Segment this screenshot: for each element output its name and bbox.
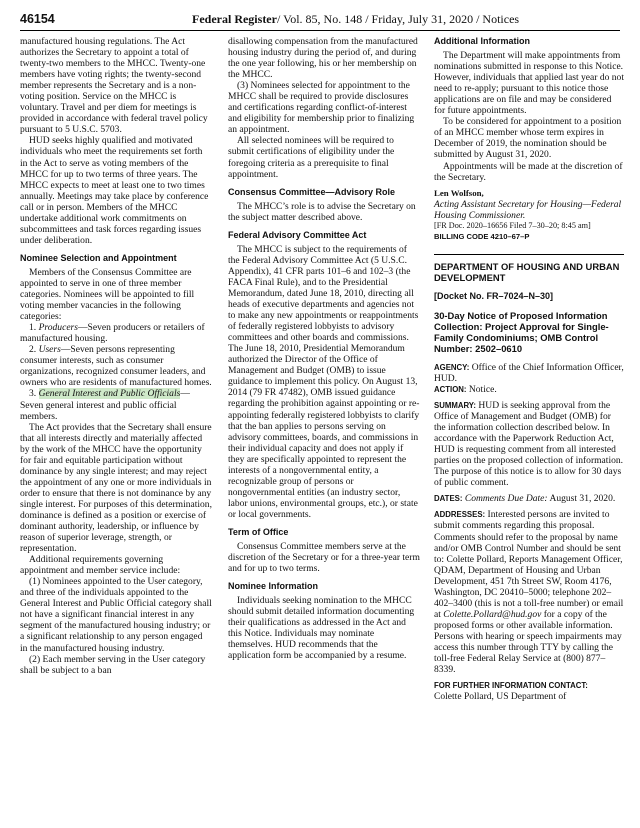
- paragraph: (2) Each member serving in the User category shall be subject to a ban: [20, 653, 206, 676]
- summary: SUMMARY: HUD is seeking approval from the Office of Management and Budget (OMB) for the information collection described below. In accordance with the Paperwork Reduction Act, HUD is requesting comment from all interested parties on the proposed collection of information. The purpose of this notice is to allow for 30 days of public comment.: [434, 399, 624, 489]
- issue-info: / Vol. 85, No. 148 / Friday, July 31, 2020 / Notices: [276, 12, 520, 26]
- page-number: 46154: [20, 12, 55, 26]
- section-heading: Additional Information: [434, 36, 530, 46]
- column-2: [228, 36, 420, 661]
- docket-number: [Docket No. FR–7024–N–30]: [434, 290, 554, 301]
- billing-code: BILLING CODE 4210–67–P: [434, 231, 530, 241]
- list-item: 1. Producers—Seven producers or retailers of manufactured housing.: [20, 322, 205, 345]
- section-heading: Consensus Committee—Advisory Role: [228, 186, 396, 197]
- paragraph: HUD seeks highly qualified and motivated individuals who meet the requirements set forth in the Act to serve as voting members of the MHCC for up to two terms of three years. The MHCC expects to meet at least one to two times annually. Meetings may take place by conference call or in person. Members of the MHCC undertake additional work commitments on subcommittees and task forces regarding issues under deliberation.: [20, 135, 209, 246]
- publication-name: Federal Register: [192, 12, 277, 26]
- agency: AGENCY: Office of the Chief Information Officer, HUD.: [434, 361, 624, 384]
- paragraph: To be considered for appointment to a position of an MHCC member whose term expires in December of 2019, the nomination should be submitted by August 31, 2020.: [434, 116, 622, 161]
- fr-doc: [FR Doc. 2020–16656 Filed 7–30–20; 8:45 am]: [434, 220, 591, 230]
- list-item: 2. Users—Seven persons representing consumer interests, such as consumer organizations, recognized consumer leaders, and owners who are residents of manufactured homes.: [20, 344, 212, 389]
- section-heading: Nominee Selection and Appointment: [20, 252, 177, 263]
- paragraph: The Act provides that the Secretary shall ensure that all interests directly and materially affected by the work of the MHCC have the opportunity for fair and equitable participation without dominance by any single interest; and may reject the appointment of any one or more individuals in order to ensure that there is not dominance by any single interest. For purposes of this determination, dominance is defined as a position or exercise of dominant authority, leadership, or influence by reason of superior leverage, strength, or representation.: [20, 421, 212, 555]
- section-heading: Federal Advisory Committee Act: [228, 229, 367, 240]
- section-heading: Nominee Information: [228, 581, 319, 592]
- further-info: FOR FURTHER INFORMATION CONTACT: Colette Pollard, US Department of: [434, 681, 588, 703]
- paragraph: (1) Nominees appointed to the User category, and three of the individuals appointed to the General Interest and Public Official category shall not have a significant financial interest in any segment of the manufactured housing industry; or a significant relationship to any person engaged in the manufactured housing industry.: [20, 576, 212, 654]
- department-name: DEPARTMENT OF HOUSING AND URBAN DEVELOPMENT: [434, 254, 624, 283]
- column-1: [20, 36, 212, 676]
- publication-line: [192, 12, 519, 27]
- dates: DATES: Comments Due Date: August 31, 2020.: [434, 493, 616, 505]
- paragraph: disallowing compensation from the manufactured housing industry during the period of, and during the one year following, his or her membership on the MHCC.: [228, 36, 418, 81]
- list-item: 3. General Interest and Public Officials—Seven general interest and public official members.: [20, 388, 190, 422]
- action: ACTION: Notice.: [434, 383, 497, 395]
- notice-title: 30-Day Notice of Proposed Information Collection: Project Approval for Single-Family Condominiums; OMB Control Number: 2502–0610: [434, 309, 609, 354]
- section-heading: Term of Office: [228, 526, 289, 537]
- addresses: ADDRESSES: Interested persons are invited to submit comments regarding this proposal. Comments should refer to the proposal by name and/or OMB Control Number and should be sent to: Colette Pollard, Reports Management Officer, QDAM, Department of Housing and Urban Development, 451 7th Street SW, Room 4176, Washington, DC 20410–5000; telephone 202–402–3400 (this is not a toll-free number) or email at Colette.Pollard@hud.gov for a copy of the proposed forms or other available information. Persons with hearing or speech impairments may access this number through TTY by calling the toll-free Federal Relay Service at (800) 877–8339.: [434, 509, 624, 676]
- paragraph: (3) Nominees selected for appointment to the MHCC shall be required to provide disclosures and certifications regarding conflict-of-interest and eligibility for membership prior to finalizing an appointment.: [228, 80, 415, 136]
- signer-name: Len Wolfson,: [434, 187, 484, 198]
- paragraph: All selected nominees will be required to submit certifications of eligibility under the foregoing criteria as a prerequisite to final appointment.: [228, 135, 395, 180]
- signer-title: Acting Assistant Secretary for Housing—Federal Housing Commissioner.: [434, 198, 622, 221]
- paragraph: Consensus Committee members serve at the discretion of the Secretary or for a three-year term and for up to two terms.: [228, 541, 420, 575]
- page-header: [20, 12, 620, 31]
- paragraph: The MHCC is subject to the requirements of the Federal Advisory Committee Act (5 U.S.C. Appendix), 41 CFR parts 101–6 and 102–3 (the FACA Final Rule), and to the Presidential Memorandum, dated June 18, 2010, directing all heads of executive departments and agencies not to make any new appointments or reappointments of federally registered lobbyists to advisory committees and other boards and commissions. The June 18, 2010, Presidential Memorandum authorized the Director of the Office of Management and Budget (OMB) to issue guidance to implement this policy. On August 13, 2014 (79 FR 47482), OMB issued guidance regarding the prohibition against appointing or re-appointing federally registered lobbyists to clarify that the ban applies to persons serving on advisory committees, boards, and commissions in their individual capacity and does not apply if they are specifically appointed to represent the interests of a nongovernmental entity, a recognizable group of persons or nongovernmental entities (an industry sector, labor unions, environmental groups, etc.), or state or local governments.: [228, 243, 420, 520]
- email-link: Colette.Pollard@hud.gov: [443, 608, 542, 620]
- column-3: [434, 36, 624, 702]
- paragraph: Appointments will be made at the discretion of the Secretary.: [434, 160, 623, 183]
- paragraph: Members of the Consensus Committee are appointed to serve in one of three member categories. Nominees will be appointed to fill voting member vacancies in the following categories:: [20, 266, 195, 323]
- paragraph: The MHCC’s role is to advise the Secretary on the subject matter described above.: [228, 200, 416, 223]
- paragraph: Individuals seeking nomination to the MHCC should submit detailed information documenting their qualifications as addressed in the Act and this Notice. Individuals may nominate themselves. HUD recommends that the application form be accompanied by a resume.: [228, 595, 415, 662]
- paragraph: The Department will make appointments from nominations submitted in response to this Notice. However, individuals that applied last year do not need to re-apply; pursuant to this notice those applications are on file and may be considered for future appointments.: [434, 50, 624, 117]
- paragraph: Additional requirements governing appointment and member service include:: [20, 554, 181, 577]
- paragraph: manufactured housing regulations. The Act authorizes the Secretary to appoint a total of twenty-two members to the MHCC. Twenty-one members have voting rights; the twenty-second member represents the Secretary and is a non-voting position. Service on the MHCC is voluntary. Travel and per diem for meetings is provided in accordance with federal travel policy pursuant to 5 U.S.C. 5703.: [20, 36, 208, 136]
- highlighted-text: General Interest and Public Officials: [38, 388, 181, 400]
